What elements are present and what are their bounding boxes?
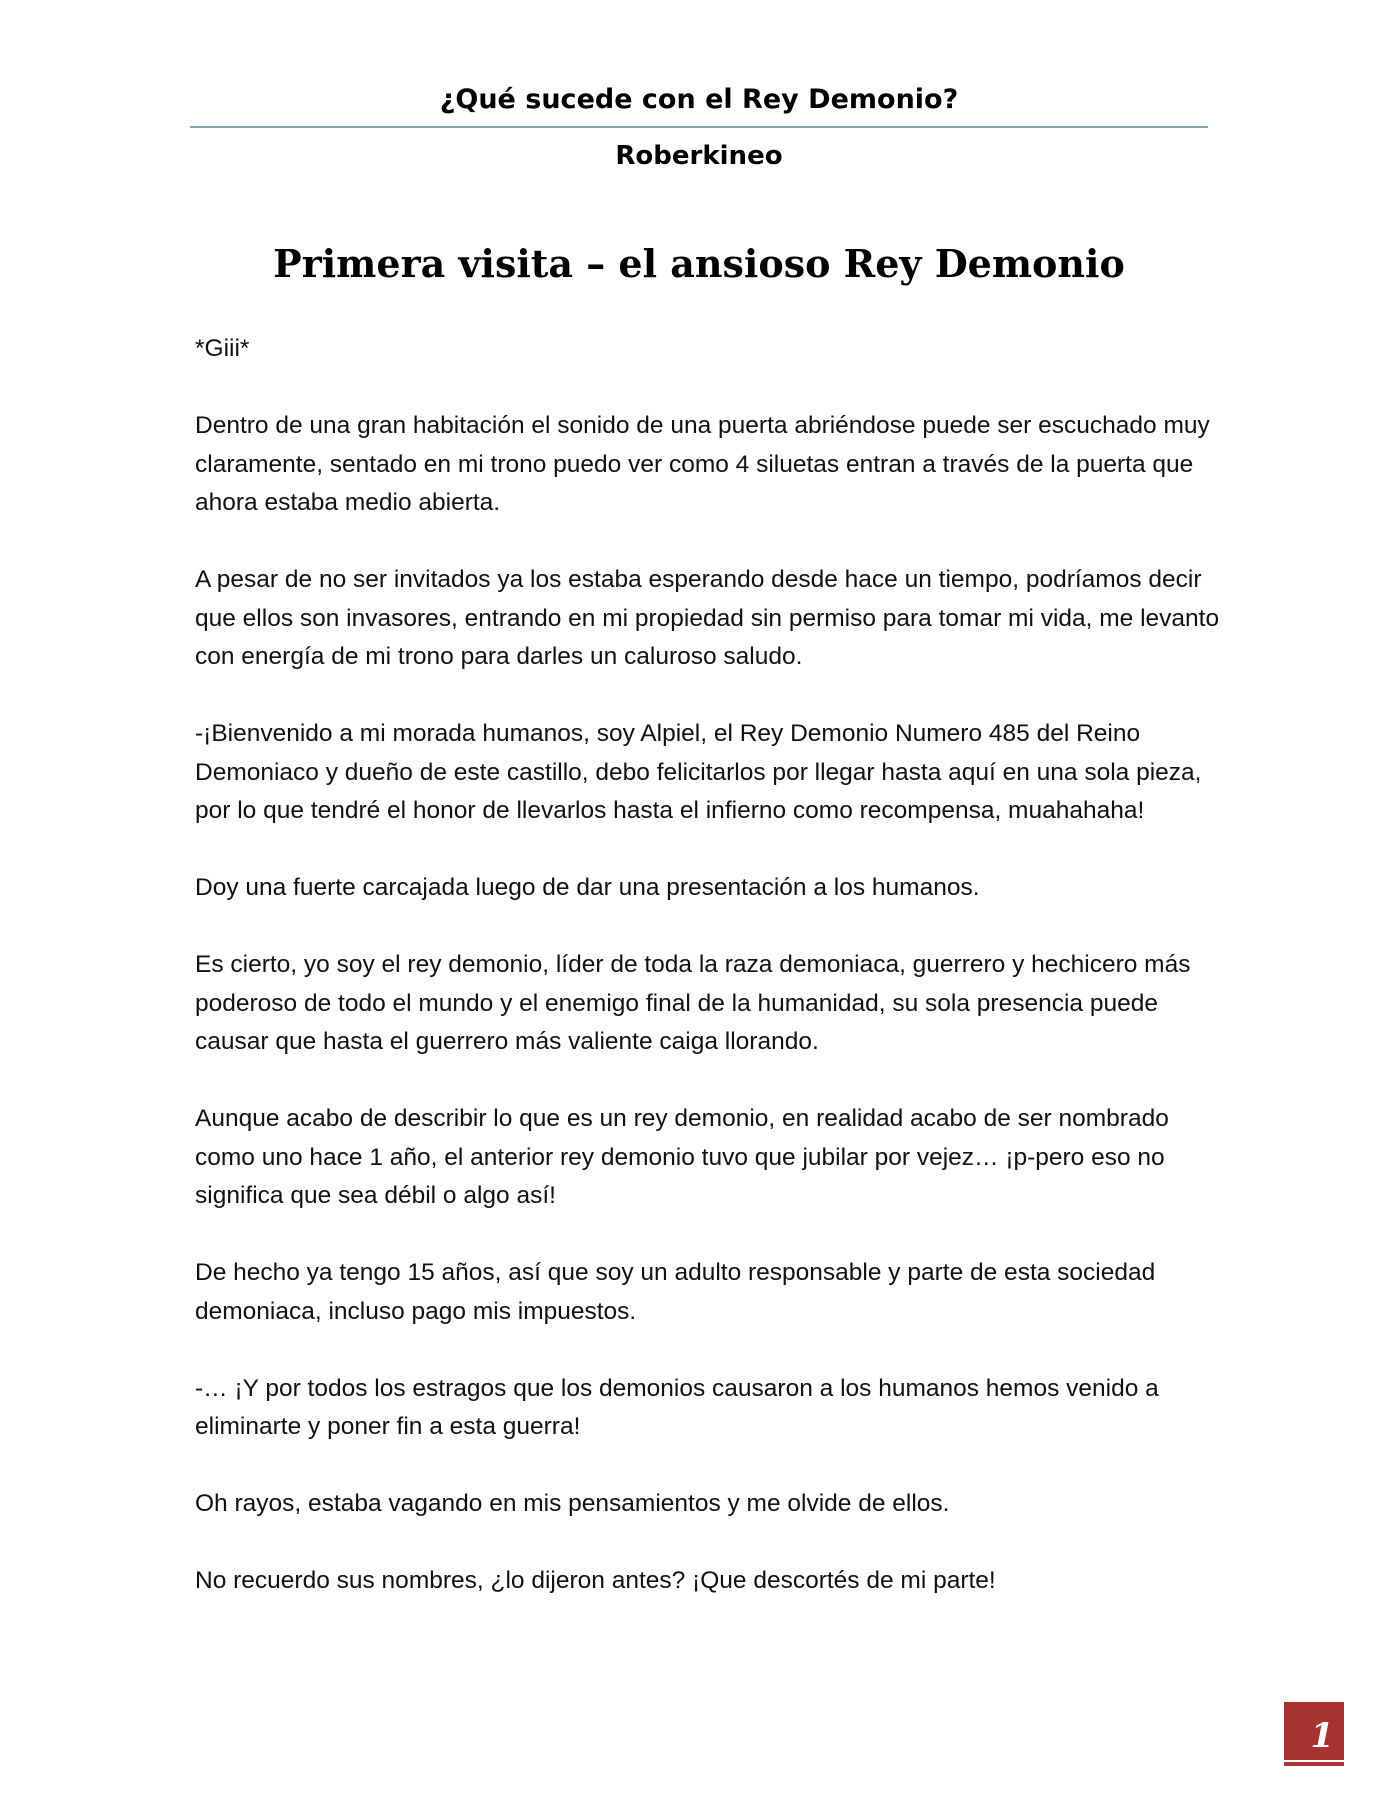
paragraph: A pesar de no ser invitados ya los estaba esperando desde hace un tiempo, podríamos decir que ellos son invasores, entrando en mi propiedad sin permiso para tomar mi vida, me levanto con energía de mi trono para darles un caluroso saludo. xyxy=(195,566,1220,670)
book-title: ¿Qué sucede con el Rey Demonio? xyxy=(439,84,959,115)
paragraph: *Giii* xyxy=(195,335,250,362)
page-header xyxy=(190,80,1208,174)
paragraph: No recuerdo sus nombres, ¿lo dijeron antes? ¡Que descortés de mi parte! xyxy=(195,1567,996,1594)
author-name: Roberkineo xyxy=(615,141,783,171)
paragraph: Doy una fuerte carcajada luego de dar una presentación a los humanos. xyxy=(195,874,980,901)
paragraph: Dentro de una gran habitación el sonido de una puerta abriéndose puede ser escuchado muy claramente, sentado en mi trono puedo ver como 4 siluetas entran a través de la puerta que ahora estaba medio abierta. xyxy=(195,412,1210,516)
page-number-underline xyxy=(1284,1762,1344,1766)
paragraph: Oh rayos, estaba vagando en mis pensamientos y me olvide de ellos. xyxy=(195,1490,950,1517)
paragraph: -… ¡Y por todos los estragos que los demonios causaron a los humanos hemos venido a eliminarte y poner fin a esta guerra! xyxy=(195,1374,1159,1440)
chapter-title: Primera visita – el ansioso Rey Demonio xyxy=(273,241,1125,286)
page-number-badge xyxy=(1284,1702,1344,1760)
paragraph: Es cierto, yo soy el rey demonio, líder de toda la raza demoniaca, guerrero y hechicero más poderoso de todo el mundo y el enemigo final de la humanidad, su sola presencia puede causar que hasta el guerrero más valiente caiga llorando. xyxy=(195,951,1191,1055)
paragraph: Aunque acabo de describir lo que es un rey demonio, en realidad acabo de ser nombrado como uno hace 1 año, el anterior rey demonio tuvo que jubilar por vejez… ¡p-pero eso no significa que sea débil o algo así! xyxy=(195,1105,1169,1209)
header-divider xyxy=(190,126,1208,128)
paragraph: -¡Bienvenido a mi morada humanos, soy Alpiel, el Rey Demonio Numero 485 del Reino Demoniaco y dueño de este castillo, debo felicitarlos por llegar hasta aquí en una sola pieza, por lo que tendré el honor de llevarlos hasta el infierno como recompensa, muahahaha! xyxy=(195,720,1202,824)
page-number: 1 xyxy=(1310,1716,1334,1756)
paragraph: De hecho ya tengo 15 años, así que soy un adulto responsable y parte de esta sociedad demoniaca, incluso pago mis impuestos. xyxy=(195,1259,1156,1325)
body-text xyxy=(195,330,1225,1639)
